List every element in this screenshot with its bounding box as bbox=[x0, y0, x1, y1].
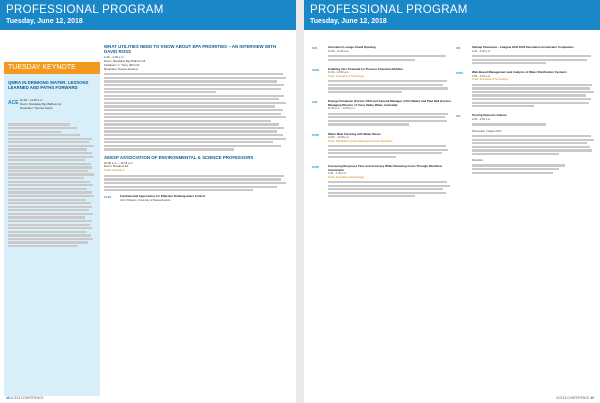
session-body bbox=[328, 113, 452, 126]
right-footer-text: ACE18 CONFERENCE bbox=[556, 396, 590, 400]
session-code: SU2 bbox=[312, 100, 318, 105]
section-epa-moderator: Moderator: David LaFrance bbox=[104, 66, 139, 71]
section-epa-title: WHAT UTILITIES NEED TO KNOW ABOUT EPA PRIORITIES – AN INTERVIEW WITH DAVID ROSS bbox=[104, 44, 277, 55]
session-item bbox=[456, 71, 596, 111]
session-code: SU1 bbox=[312, 46, 318, 50]
section-epa-room: Room: Mandalay Bay Ballroom B bbox=[104, 59, 146, 64]
section-aeesp-track: Track: Research bbox=[104, 168, 125, 173]
session-item bbox=[312, 46, 452, 65]
session-body bbox=[472, 123, 596, 125]
personality-label: Personality: Imagine H2O bbox=[472, 129, 502, 133]
section-epa-facilitator: Facilitator: C. Tracy (Mimi) R. bbox=[104, 62, 141, 67]
session-body bbox=[328, 145, 452, 158]
session-code: SU50 bbox=[312, 132, 319, 137]
section-aeesp-time: 10:30 a.m. – 12:15 p.m. bbox=[104, 160, 134, 165]
session-item bbox=[456, 114, 596, 177]
right-page-header bbox=[304, 0, 600, 30]
session-body bbox=[328, 80, 452, 93]
left-header-date: Tuesday, June 12, 2018 bbox=[6, 18, 83, 25]
session-time: 1:30 – 3:30 p.m. bbox=[472, 49, 491, 53]
session-track: Track: Innovation & Technology bbox=[328, 175, 365, 179]
session-time: 12:00 – 12:45 p.m. bbox=[328, 136, 350, 140]
left-footer-text: ACE18 CONFERENCE bbox=[10, 396, 44, 400]
session-item bbox=[312, 133, 452, 162]
right-footer bbox=[310, 396, 594, 400]
session-time: 11:30 a.m. – 12:00 p.m. bbox=[328, 107, 356, 111]
aeesp-talk-person: John Tobiason, University of Massachusetts bbox=[120, 198, 171, 202]
session-code: SU54 bbox=[456, 71, 463, 76]
aeesp-talk bbox=[104, 195, 290, 202]
session-body bbox=[472, 164, 596, 173]
session-body bbox=[472, 135, 596, 155]
section-epa-body bbox=[104, 73, 290, 150]
session-track: Track: Innovation & Technology bbox=[328, 74, 365, 78]
right-header-title: PROFESSIONAL PROGRAM bbox=[310, 4, 468, 16]
section-aeesp-room: Room: Breakers E1 bbox=[104, 164, 129, 169]
aeesp-talk-time: 11:00 bbox=[104, 195, 111, 200]
keynote-room: Room: Mandalay Bay Ballroom E bbox=[20, 101, 62, 106]
section-aeesp-meta bbox=[104, 162, 290, 173]
session-item bbox=[456, 46, 596, 68]
session-body bbox=[328, 181, 452, 198]
session-title: Water Main Flushing with Water Mover bbox=[328, 131, 381, 136]
session-item bbox=[312, 68, 452, 97]
left-page-header bbox=[0, 0, 296, 30]
ace-logo-icon: ACE bbox=[8, 100, 19, 106]
session-title: Turning Data into Culture bbox=[472, 113, 507, 118]
session-code: SU33 bbox=[312, 67, 319, 72]
left-page bbox=[0, 0, 296, 403]
session-item bbox=[312, 165, 452, 202]
session-time: 1:30 – 1:45 p.m. bbox=[328, 172, 347, 176]
session-time: 2:30 – 3:00 p.m. bbox=[472, 118, 491, 121]
keynote-bar: TUESDAY KEYNOTE bbox=[4, 62, 100, 74]
session-title: Increasing Response Time and Accuracy While Reducing Costs Through Workflow Automation bbox=[328, 163, 442, 172]
section-epa-meta bbox=[104, 56, 290, 71]
session-track: Track: Innovation & Technology bbox=[472, 78, 509, 82]
session-title: Startup Showcase – Imagine H2O 2018 Innovation Accelerator Companies bbox=[472, 45, 574, 49]
session-item bbox=[312, 100, 452, 130]
session-track: Track: Distribution System Management and Operations bbox=[328, 139, 393, 143]
session-body bbox=[472, 84, 596, 108]
session-code: IU3 bbox=[456, 46, 461, 50]
session-body bbox=[472, 55, 596, 64]
left-header-title: PROFESSIONAL PROGRAM bbox=[6, 4, 164, 16]
keynote-body-text bbox=[8, 122, 96, 249]
section-epa-time: 1:30 – 2:30 p.m. bbox=[104, 55, 125, 60]
session-code: IU4 bbox=[456, 114, 461, 119]
session-title: Enabling Zero Potential for Process Chemical Addition bbox=[328, 66, 404, 71]
session-time: 11:30 – 11:30 a.m. bbox=[328, 49, 350, 53]
session-time: 11:30 – 11:50 a.m. bbox=[328, 71, 350, 75]
panelists-label: Panelists: bbox=[472, 159, 484, 163]
session-title: Web-Based Management and Analysis of Water Distribution Systems bbox=[472, 70, 567, 75]
session-code: SU55 bbox=[312, 164, 319, 169]
section-aeesp-title: AEESP ASSOCIATION OF ENVIRONMENTAL & SCIENCE PROFESSORS bbox=[104, 154, 254, 160]
right-header-date: Tuesday, June 12, 2018 bbox=[310, 18, 387, 25]
left-footer bbox=[6, 396, 290, 400]
session-time: 2:00 – 2:15 p.m. bbox=[472, 74, 491, 78]
left-page-sessions bbox=[104, 44, 290, 205]
keynote-time: 10:00 – 11:30 a.m. bbox=[20, 98, 44, 102]
keynote-title: QMRA IN DRINKING WATER: LESSONS LEARNED AND PATHS FORWARD bbox=[8, 80, 89, 90]
right-column-2 bbox=[456, 46, 596, 181]
left-page-number: 48 bbox=[6, 396, 10, 400]
session-title: Innovation Lounge Grand Opening bbox=[328, 45, 376, 49]
session-body bbox=[328, 55, 452, 61]
right-page bbox=[304, 0, 600, 403]
keynote-moderator: Moderator: Thomas Speth bbox=[20, 105, 53, 110]
session-title: Emerge Pandemic (Former CEO and General Manager of DC Water) and Paul Bell (Former Managing Director of Yarra Valley Water, Australia) bbox=[328, 99, 451, 107]
right-column-1 bbox=[312, 46, 452, 204]
section-aeesp-body bbox=[104, 175, 290, 192]
right-page-number: 49 bbox=[590, 396, 594, 400]
keynote-meta bbox=[20, 99, 96, 110]
aeesp-talk-title: Fundamental Approaches for Effective Drinking-water Control bbox=[120, 194, 206, 199]
